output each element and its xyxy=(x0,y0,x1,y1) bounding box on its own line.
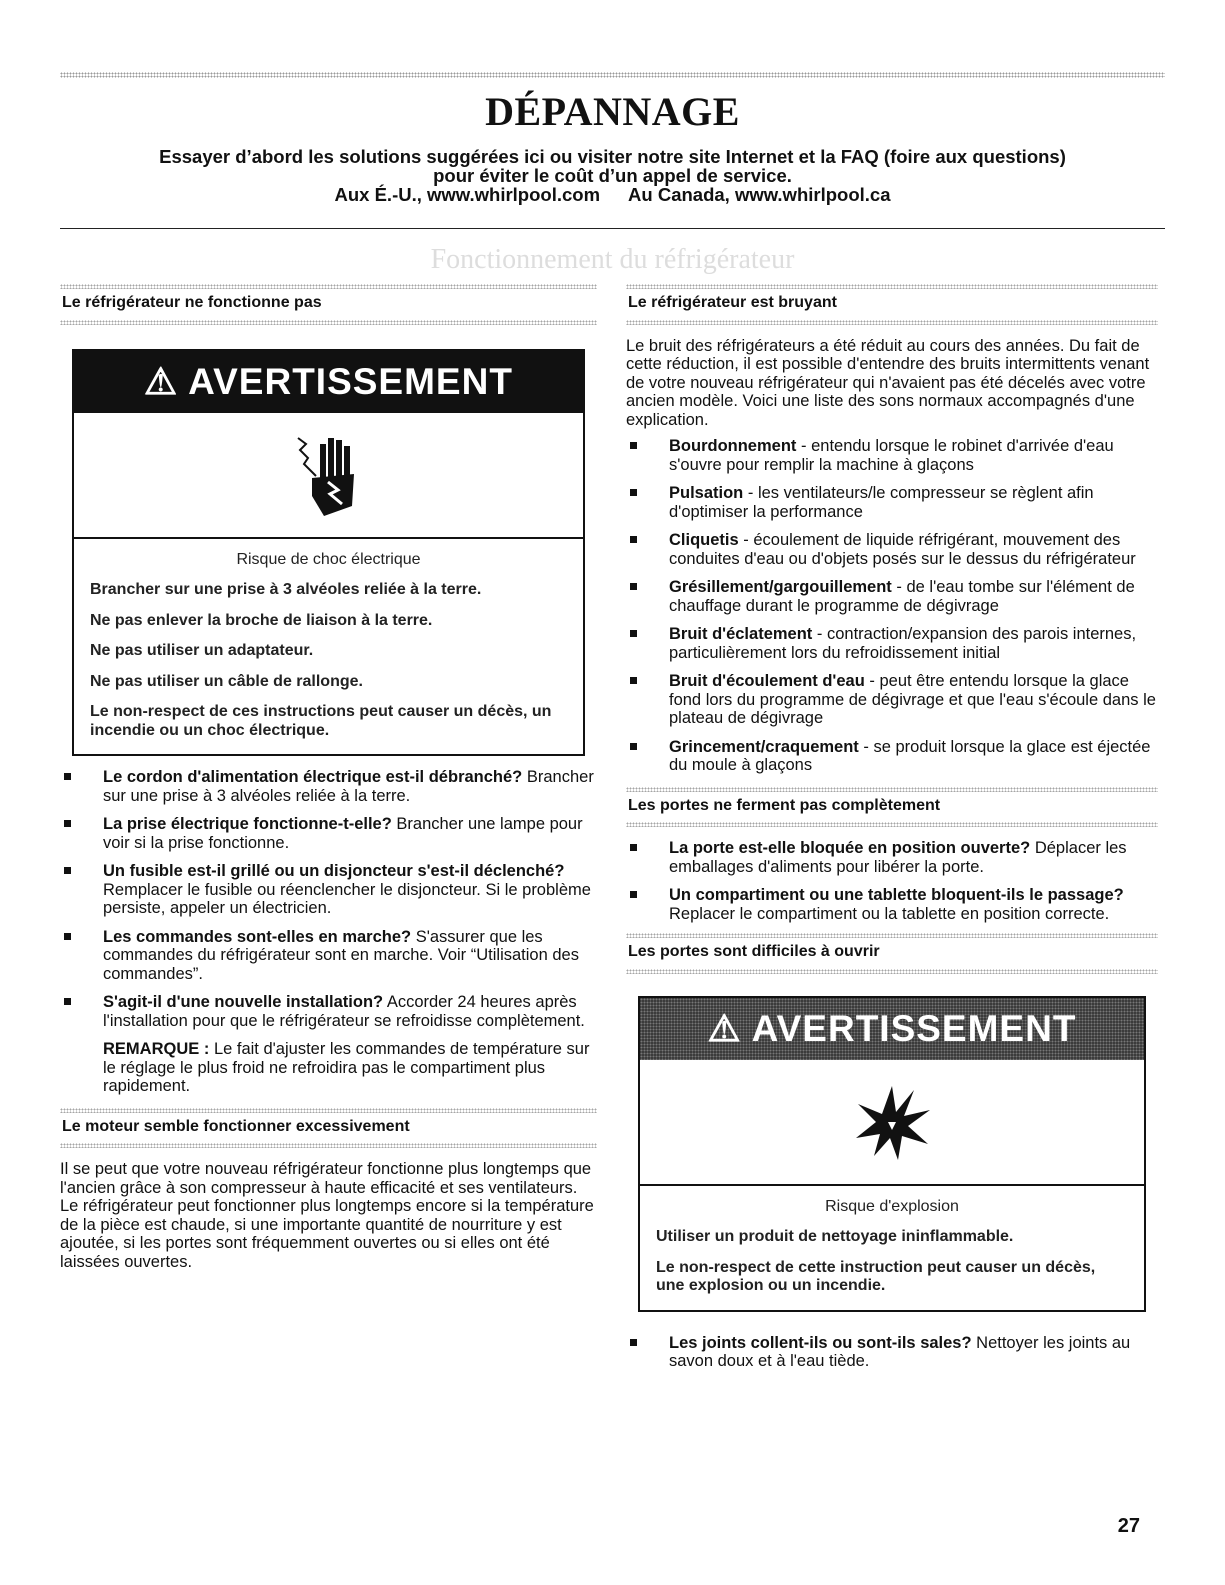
item-question: Bruit d'écoulement d'eau xyxy=(669,672,865,690)
item-answer: - écoulement de liquide réfrigérant, mouvement des conduites d'eau ou d'objets posés sur le dessus du réfrigérateur xyxy=(669,531,1136,568)
right-column xyxy=(626,284,1158,1381)
list-item xyxy=(626,886,1158,923)
explosion-warning-box xyxy=(638,996,1146,1312)
noisy-paragraph: Le bruit des réfrigérateurs a été réduit au cours des années. Du fait de cette réduction, il est possible d'entendre des bruits intermittents venant de votre nouveau réfrigérateur qui n'avaient pas été décelés avec votre ancien modèle. Voici une liste des sons normaux accompagnés d'une explication. xyxy=(626,336,1150,429)
list-item xyxy=(626,484,1158,521)
header-rule xyxy=(60,228,1165,229)
item-question: Grésillement/gargouillement xyxy=(669,578,892,596)
item-answer: Remplacer le fusible ou réenclencher le disjoncteur. Si le problème persiste, appeler un électricien. xyxy=(103,880,591,917)
doors-hard-list xyxy=(626,1334,1158,1371)
list-item xyxy=(60,862,597,918)
warning-triangle-icon: ⚠ xyxy=(144,360,179,402)
warning-line: Ne pas enlever la broche de liaison à la terre. xyxy=(90,611,433,629)
warning-line: Brancher sur une prise à 3 alvéoles reliée à la terre. xyxy=(90,581,482,598)
note-text: Le fait d'ajuster les commandes de température sur le réglage le plus froid ne refroidira pas le compartiment plus rapidement. xyxy=(103,1040,590,1095)
warning-header xyxy=(74,351,583,413)
item-answer: - peut être entendu lorsque la glace fond lors du programme de dégivrage et que l'eau s'écoule dans le plateau de dégivrage xyxy=(669,672,1156,727)
item-answer: - les ventilateurs/le compresseur se règlent afin d'optimiser la performance xyxy=(669,484,1094,521)
subheading-doors-hard xyxy=(626,933,1158,974)
item-answer: Accorder 24 heures après l'installation pour que le réfrigérateur se refroidisse complètement. xyxy=(103,993,585,1030)
warning-header-text: AVERTISSEMENT xyxy=(188,360,513,402)
warning-line: Ne pas utiliser un adaptateur. xyxy=(90,642,314,659)
item-answer: Brancher une lampe pour voir si la prise fonctionne. xyxy=(103,815,583,852)
subheading-not-running-text: Le réfrigérateur ne fonctionne pas xyxy=(62,294,322,311)
subheading-doors-not-closing xyxy=(626,787,1158,828)
list-item xyxy=(60,815,597,852)
note xyxy=(60,1040,597,1096)
subheading-doors-hard-text: Les portes sont difficiles à ouvrir xyxy=(628,943,880,960)
doors-not-closing-list xyxy=(626,839,1158,923)
warning-body xyxy=(74,539,583,755)
list-item xyxy=(626,437,1158,474)
list-item xyxy=(60,993,597,1030)
item-question: Cliquetis xyxy=(669,531,739,549)
item-question: Bourdonnement xyxy=(669,437,797,455)
item-answer: Replacer le compartiment ou la tablette en position correcte. xyxy=(669,904,1110,923)
list-item xyxy=(626,738,1158,775)
item-question: La prise électrique fonctionne-t-elle? xyxy=(103,815,392,833)
subheading-motor-text: Le moteur semble fonctionner excessivement xyxy=(62,1117,410,1135)
subheading-motor xyxy=(60,1108,597,1149)
left-column xyxy=(60,284,597,1279)
warning-risk: Risque d'explosion xyxy=(825,1197,959,1215)
intro-line-3 xyxy=(60,185,1165,204)
motor-paragraph: Il se peut que votre nouveau réfrigérateur fonctionne plus longtemps que l'ancien grâce à son compresseur à haute efficacité et ses ventilateurs. Le réfrigérateur peut fonctionner plus longtemps encore si la température de la pièce est chaude, si une importante quantité de nourriture y est ajoutée, si les portes sont fréquemment ouvertes ou si elles ont été laissées ouvertes. xyxy=(60,1160,594,1271)
item-question: Grincement/craquement xyxy=(669,737,859,756)
item-question: Un compartiment ou une tablette bloquent-ils le passage? xyxy=(669,886,1124,904)
item-answer: - contraction/expansion des parois internes, particulièrement lors du refroidissement initial xyxy=(669,625,1137,662)
item-answer: - de l'eau tombe sur l'élément de chauffage durant le programme de dégivrage xyxy=(669,578,1135,615)
not-running-list xyxy=(60,768,597,1030)
warning-body xyxy=(640,1186,1144,1310)
warning-line: Le non-respect de ces instructions peut causer un décès, un incendie ou un choc électrique. xyxy=(90,703,552,739)
item-answer: Déplacer les emballages d'aliments pour libérer la porte. xyxy=(669,839,1127,876)
intro-line-1: Essayer d’abord les solutions suggérées ici ou visiter notre site Internet et la FAQ (foire aux questions) xyxy=(159,146,1066,167)
canada-website: Au Canada, www.whirlpool.ca xyxy=(628,184,891,205)
note-label: REMARQUE : xyxy=(103,1040,210,1058)
item-question: La porte est-elle bloquée en position ouverte? xyxy=(669,839,1031,857)
explosion-icon xyxy=(640,1060,1144,1186)
item-answer: S'assurer que les commandes du réfrigérateur sont en marche. Voir “Utilisation des commandes”. xyxy=(103,927,579,983)
page-number: 27 xyxy=(1117,1515,1140,1537)
subheading-doors-not-closing-text: Les portes ne ferment pas complètement xyxy=(628,796,941,814)
item-question: Un fusible est-il grillé ou un disjoncteur s'est-il déclenché? xyxy=(103,862,565,880)
section-title: Fonctionnement du réfrigérateur xyxy=(430,244,795,275)
list-item xyxy=(626,672,1158,728)
electric-shock-warning-box xyxy=(72,349,585,757)
top-dotted-rule xyxy=(60,72,1165,78)
warning-header-text: AVERTISSEMENT xyxy=(751,1007,1077,1049)
item-question: Les commandes sont-elles en marche? xyxy=(103,927,412,946)
list-item xyxy=(626,578,1158,615)
warning-risk: Risque de choc électrique xyxy=(236,550,421,568)
us-website: Aux É.-U., www.whirlpool.com xyxy=(334,184,601,205)
item-answer: - se produit lorsque la glace est éjectée du moule à glaçons xyxy=(669,737,1151,774)
warning-header xyxy=(640,998,1144,1060)
list-item xyxy=(626,625,1158,662)
subheading-not-running xyxy=(60,284,597,325)
page-title: DÉPANNAGE xyxy=(485,89,740,134)
noise-list xyxy=(626,437,1158,775)
subheading-noisy xyxy=(626,284,1158,325)
list-item xyxy=(626,531,1158,568)
intro xyxy=(60,147,1165,204)
subheading-noisy-text: Le réfrigérateur est bruyant xyxy=(628,294,837,311)
item-answer: Brancher sur une prise à 3 alvéoles reliée à la terre. xyxy=(103,768,594,805)
item-question: S'agit-il d'une nouvelle installation? xyxy=(103,993,384,1011)
intro-line-2: pour éviter le coût d’un appel de service. xyxy=(433,165,792,186)
item-question: Les joints collent-ils ou sont-ils sales? xyxy=(669,1333,972,1352)
item-question: Bruit d'éclatement xyxy=(669,625,813,643)
item-question: Le cordon d'alimentation électrique est-il débranché? xyxy=(103,768,523,786)
list-item xyxy=(60,928,597,984)
warning-line: Ne pas utiliser un câble de rallonge. xyxy=(90,672,363,690)
electric-shock-hand-icon xyxy=(74,413,583,539)
list-item xyxy=(626,1334,1158,1371)
list-item xyxy=(60,768,597,805)
item-answer: Nettoyer les joints au savon doux et à l'eau tiède. xyxy=(669,1333,1131,1370)
item-question: Pulsation xyxy=(669,484,744,502)
warning-line: Utiliser un produit de nettoyage ininflammable. xyxy=(656,1228,1014,1245)
warning-triangle-icon: ⚠ xyxy=(707,1007,742,1049)
item-answer: - entendu lorsque le robinet d'arrivée d'eau s'ouvre pour remplir la machine à glaçons xyxy=(669,437,1114,474)
warning-line: Le non-respect de cette instruction peut causer un décès, une explosion ou un incendie. xyxy=(656,1258,1096,1294)
list-item xyxy=(626,839,1158,876)
